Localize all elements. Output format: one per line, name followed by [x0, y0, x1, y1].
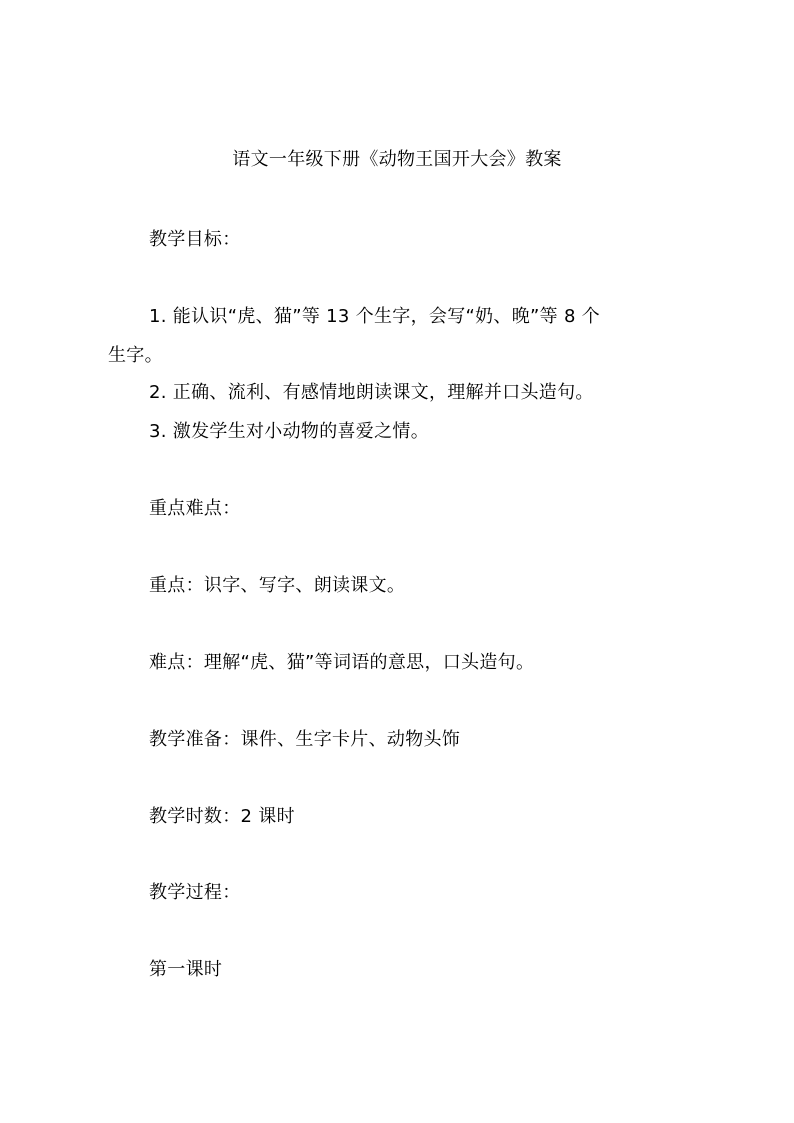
- key-points-heading: 重点难点：: [149, 498, 241, 519]
- objectives-heading: 教学目标：: [149, 229, 241, 250]
- document-title: 语文一年级下册《动物王国开大会》教案: [232, 149, 562, 170]
- first-lesson-heading: 第一课时: [149, 959, 223, 980]
- key-point: 重点：识字、写字、朗读课文。: [149, 575, 406, 596]
- objective-item-1-continuation: 生字。: [108, 345, 163, 366]
- difficult-point: 难点：理解“虎、猫”等词语的意思，口头造句。: [149, 652, 535, 673]
- objective-item-1: 1. 能认识“虎、猫”等 13 个生字，会写“奶、晚”等 8 个: [149, 306, 601, 327]
- teaching-hours: 教学时数：2 课时: [149, 806, 295, 827]
- process-heading: 教学过程：: [149, 882, 241, 903]
- objective-item-3: 3. 激发学生对小动物的喜爱之情。: [149, 421, 429, 442]
- objective-item-2: 2. 正确、流利、有感情地朗读课文，理解并口头造句。: [149, 382, 594, 403]
- teaching-preparation: 教学准备：课件、生字卡片、动物头饰: [149, 729, 461, 750]
